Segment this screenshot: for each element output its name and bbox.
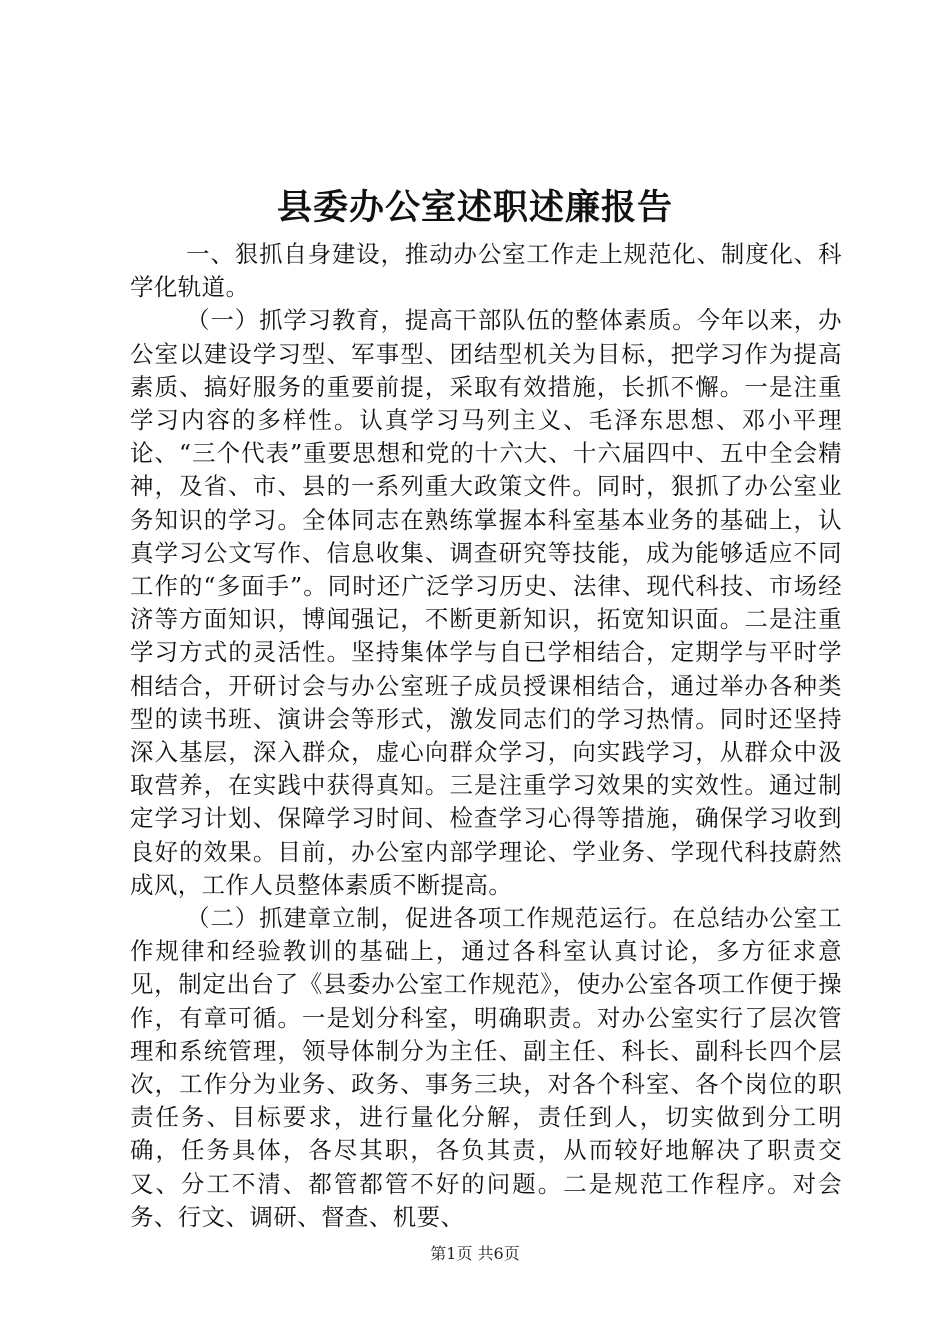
document-body <box>130 238 842 1234</box>
paragraph-section-one: 一、狠抓自身建设，推动办公室工作走上规范化、制度化、科学化轨道。 <box>130 240 842 302</box>
paragraph-rules-system: （二）抓建章立制，促进各项工作规范运行。在总结办公室工作规律和经验教训的基础上，通过各科室认真讨论，多方征求意见，制定出台了《县委办公室工作规范》，使办公室各项工作便于操作，有章可循。一是划分科室，明确职责。对办公室实行了层次管理和系统管理，领导体制分为主任、副主任、科长、副科长四个层次，工作分为业务、政务、事务三块，对各个科室、各个岗位的职责任务、目标要求，进行量化分解，责任到人，切实做到分工明确，任务具体，各尽其职，各负其责，从而较好地解决了职责交叉、分工不清、都管都管不好的问题。二是规范工作程序。对会务、行文、调研、督查、机要、 <box>130 904 842 1231</box>
document-title: 县委办公室述职述廉报告 <box>276 187 673 228</box>
page-number-footer: 第1页 共6页 <box>430 1244 520 1263</box>
paragraph-study-education: （一）抓学习教育，提高干部队伍的整体素质。今年以来，办公室以建设学习型、军事型、团结型机关为目标，把学习作为提高素质、搞好服务的重要前提，采取有效措施，长抓不懈。一是注重学习内容的多样性。认真学习马列主义、毛泽东思想、邓小平理论、“三个代表”重要思想和党的十六大、十六届四中、五中全会精神，及省、市、县的一系列重大政策文件。同时，狠抓了办公室业务知识的学习。全体同志在熟练掌握本科室基本业务的基础上，认真学习公文写作、信息收集、调查研究等技能，成为能够适应不同工作的“多面手”。同时还广泛学习历史、法律、现代科技、市场经济等方面知识，博闻强记，不断更新知识，拓宽知识面。二是注重学习方式的灵活性。坚持集体学与自已学相结合，定期学与平时学相结合，开研讨会与办公室班子成员授课相结合，通过举办各种类型的读书班、演讲会等形式，激发同志们的学习热情。同时还坚持深入基层，深入群众，虚心向群众学习，向实践学习，从群众中汲取营养，在实践中获得真知。三是注重学习效果的实效性。通过制定学习计划、保障学习时间、检查学习心得等措施，确保学习收到良好的效果。目前，办公室内部学理论、学业务、学现代科技蔚然成风，工作人员整体素质不断提高。 <box>130 306 842 899</box>
